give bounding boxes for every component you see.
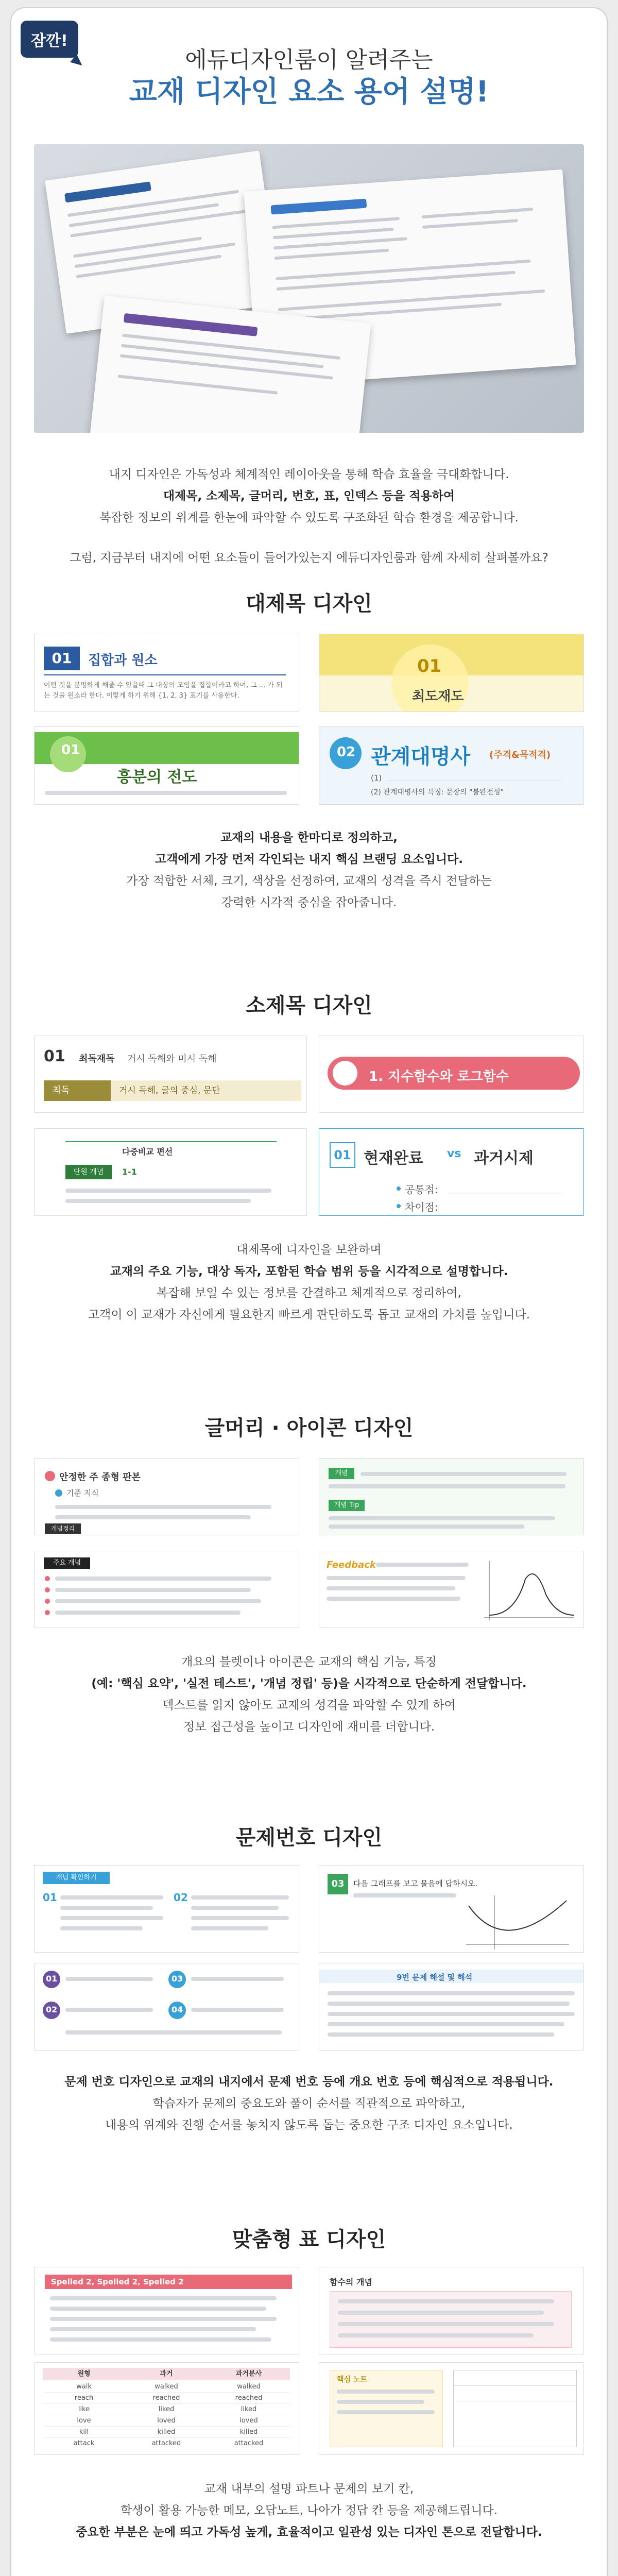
table-cell: walk: [76, 2383, 92, 2391]
section-title: 대제목 디자인: [0, 587, 618, 617]
table-cell: loved: [157, 2417, 176, 2425]
section-title: 소제목 디자인: [0, 989, 618, 1019]
section-title: 글머리 · 아이콘 디자인: [0, 1412, 618, 1441]
sample-card: 개념 확인하기 01 02: [34, 1865, 299, 1953]
table-row: [43, 2404, 290, 2415]
data-table: 원형 과거 과거분사 walk walked walked reach reached reached like liked liked love loved loved kill killed killed attack attacked attacked: [34, 2362, 299, 2455]
table-cell: love: [77, 2417, 91, 2425]
table-row: [43, 2393, 290, 2404]
badge: 잠깐!: [21, 21, 78, 58]
sample-card: Feedback: [319, 1551, 584, 1628]
section-description: 개요의 블렛이나 아이콘은 교재의 핵심 기능, 특징 (예: '핵심 요약', '실전 테스트', '개념 정립' 등)을 시각적으로 단순하게 전달합니다. 텍스트를 읽지 않아도 교재의 성격을 파악할 수 있게 하여 정보 접근성을 높이고 디자인에 재미를 더합니다.: [91, 1655, 527, 1734]
sample-card: 03 다음 그래프를 보고 물음에 답하시오.: [319, 1865, 584, 1953]
table-row: [43, 2381, 290, 2393]
section-description: 대제목에 디자인을 보완하며 교재의 주요 기능, 대상 독자, 포함된 학습 범위 등을 시각적으로 설명합니다. 복잡해 보일 수 있는 정보를 간결하고 체계적으로 정리하여, 고객이 이 교재가 자신에게 필요한지 빠르게 판단하도록 돕고 교재의 가치를 높입니다.: [88, 1243, 530, 1321]
sample-card: 다중비교 편선 단원 개념 1-1: [34, 1128, 307, 1216]
section-description: 교재 내부의 설명 파트나 문제의 보기 칸, 학생이 활용 가능한 메모, 오답노트, 나아가 정답 칸 등을 제공해드립니다. 중요한 부분은 눈에 띄고 가독성 높게, 효율적이고 일관성 있는 디자인 톤으로 전달합니다.: [76, 2482, 542, 2539]
sample-card: 01 현재완료 vs 과거시제 공통점: 차이점:: [319, 1128, 584, 1216]
table-row: [43, 2427, 290, 2438]
table-cell: walked: [154, 2383, 178, 2391]
table-cell: attacked: [151, 2439, 181, 2447]
sample-card: 01 최독재독 거시 독해와 미시 독해 최독 거시 독해, 글의 중심, 문단: [34, 1036, 307, 1113]
sample-card: 01 집합과 원소 어떤 것을 분명하게 해줄 수 있을때 그 대상의 모임을 집합이라고 하며, 그 ... 가 되는 것을 원소라 한다. 이렇게 하기 위해 {1, 2, 3} 표기를 사용한다.: [34, 634, 299, 712]
table-row: [43, 2415, 290, 2427]
sample-card: 01 최도재도: [319, 634, 584, 712]
table-cell: walked: [237, 2383, 261, 2391]
section-title: 문제번호 디자인: [0, 1821, 618, 1851]
sample-card: 02 관계대명사 (주격&목적격) (1) (2) 관계대명사의 특징: 문장의 "불완전성": [319, 726, 584, 805]
table-row: [43, 2438, 290, 2449]
section-title: 맞춤형 표 디자인: [0, 2223, 618, 2252]
section-description: 교재의 내용을 한마디로 정의하고, 고객에게 가장 먼저 각인되는 내지 핵심 브랜딩 요소입니다. 가장 적합한 서체, 크기, 색상을 선정하여, 교재의 성격을 즉시 전달하는 강력한 시각적 중심을 잡아줍니다.: [126, 831, 492, 909]
table-cell: attack: [73, 2439, 95, 2447]
sample-card: 안정한 주 종형 판본 기준 지식 개념정리: [34, 1458, 299, 1535]
table-cell: reached: [152, 2394, 180, 2402]
table-cell: killed: [157, 2428, 176, 2436]
table-body: [43, 2381, 290, 2449]
table-cell: reach: [74, 2394, 94, 2402]
sample-card: 주요 개념: [34, 1551, 299, 1628]
sample-card: 01 02 03 04: [34, 1963, 299, 2050]
table-cell: liked: [241, 2405, 257, 2413]
sample-card: 개념 개념 Tip: [319, 1458, 584, 1535]
table-cell: liked: [158, 2405, 175, 2413]
page-title: 교재 디자인 요소 용어 설명!: [129, 75, 489, 109]
sample-card: 함수의 개념: [319, 2267, 584, 2354]
sample-card: 9번 문제 해설 및 해석: [319, 1963, 584, 2050]
intro-text: 내지 디자인은 가독성과 체계적인 레이아웃을 통해 학습 효율을 극대화합니다. 대제목, 소제목, 글머리, 번호, 표, 인덱스 등을 적용하여 복잡한 정보의 위계를 한눈에 파악할 수 있도록 구조화된 학습 환경을 제공합니다. 그럼, 지금부터 내지에 어떤 요소들이 들어가있는지 에듀디자인룸과 함께 자세히 살펴볼까요?: [70, 468, 548, 565]
table-cell: kill: [79, 2428, 89, 2436]
sample-card: 01 흥분의 전도: [34, 726, 299, 805]
graph-illustration: [479, 1558, 577, 1623]
graph-illustration: [464, 1895, 572, 1950]
table-cell: reached: [235, 2394, 263, 2402]
table-cell: killed: [239, 2428, 258, 2436]
page-subtitle: 에듀디자인룸이 알려주는: [185, 47, 433, 73]
table-cell: attacked: [234, 2439, 264, 2447]
sample-card: 핵심 노트: [319, 2362, 584, 2455]
sample-card: Spelled 2, Spelled 2, Spelled 2: [34, 2267, 299, 2354]
table-cell: loved: [239, 2417, 258, 2425]
hero-image: [34, 144, 584, 433]
section-description: 문제 번호 디자인으로 교재의 내지에서 문제 번호 등에 개요 번호 등에 핵심적으로 적용됩니다. 학습자가 문제의 중요도와 풀이 순서를 직관적으로 파악하고, 내용의 위계와 진행 순서를 놓치지 않도록 돕는 중요한 구조 디자인 요소입니다.: [64, 2075, 554, 2132]
sample-card: 1. 지수함수와 로그함수: [319, 1036, 584, 1113]
table-cell: like: [78, 2405, 90, 2413]
